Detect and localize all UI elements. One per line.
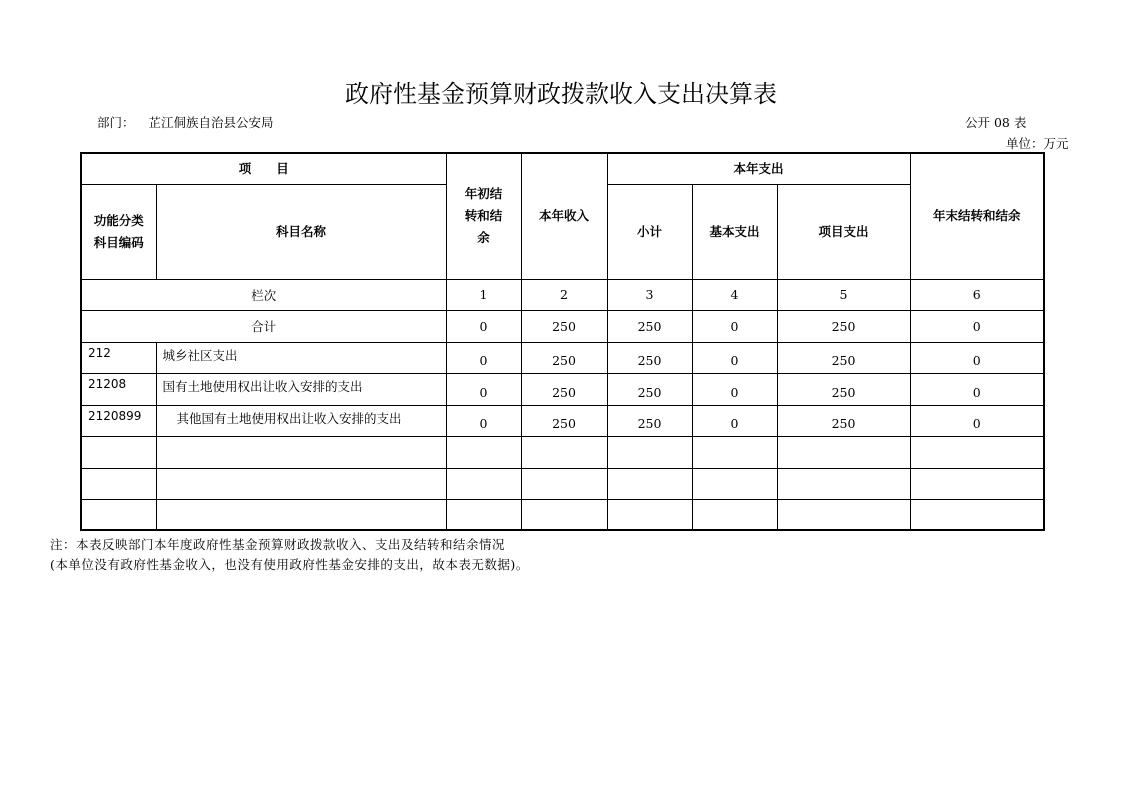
row-code: 2120899 xyxy=(81,405,156,436)
department-label: 部门： xyxy=(97,115,135,130)
table-row xyxy=(81,405,1044,436)
column-index-cell: 4 xyxy=(692,279,777,310)
column-index-cell: 3 xyxy=(607,279,692,310)
empty-cell xyxy=(521,468,607,499)
empty-cell xyxy=(156,468,446,499)
header-current-expense: 本年支出 xyxy=(607,153,910,184)
empty-cell xyxy=(777,468,910,499)
row-cell: 0 xyxy=(692,342,777,373)
row-cell: 0 xyxy=(692,373,777,405)
department-value: 芷江侗族自治县公安局 xyxy=(148,115,274,130)
header-opening-balance-text: 年初结转和结余 xyxy=(464,186,503,246)
row-cell: 0 xyxy=(446,405,521,436)
empty-row xyxy=(81,499,1044,530)
row-cell: 250 xyxy=(777,373,910,405)
header-func-code-text: 功能分类科目编码 xyxy=(93,212,144,250)
row-cell: 0 xyxy=(910,405,1044,436)
row-cell: 0 xyxy=(910,342,1044,373)
row-name: 国有土地使用权出让收入安排的支出 xyxy=(156,373,446,405)
header-opening-balance xyxy=(446,153,521,279)
total-cell: 250 xyxy=(521,310,607,342)
total-row xyxy=(81,310,1044,342)
empty-cell xyxy=(81,468,156,499)
header-subject-name: 科目名称 xyxy=(156,184,446,279)
total-label: 合计 xyxy=(81,310,446,342)
total-cell: 0 xyxy=(692,310,777,342)
column-index-label: 栏次 xyxy=(81,279,446,310)
header-func-code xyxy=(81,184,156,279)
empty-cell xyxy=(81,436,156,468)
unit-label: 单位：万元 xyxy=(1006,136,1069,151)
row-cell: 0 xyxy=(446,373,521,405)
empty-cell xyxy=(692,468,777,499)
empty-cell xyxy=(156,499,446,530)
empty-cell xyxy=(910,436,1044,468)
column-index-cell: 2 xyxy=(521,279,607,310)
header-closing-balance: 年末结转和结余 xyxy=(910,153,1044,279)
empty-cell xyxy=(446,436,521,468)
total-cell: 0 xyxy=(446,310,521,342)
empty-cell xyxy=(81,499,156,530)
row-cell: 250 xyxy=(777,342,910,373)
empty-cell xyxy=(156,436,446,468)
column-index-cell: 6 xyxy=(910,279,1044,310)
row-cell: 0 xyxy=(692,405,777,436)
empty-row xyxy=(81,436,1044,468)
row-cell: 0 xyxy=(910,373,1044,405)
total-cell: 250 xyxy=(607,310,692,342)
header-current-income: 本年收入 xyxy=(521,153,607,279)
empty-cell xyxy=(521,436,607,468)
total-cell: 0 xyxy=(910,310,1044,342)
header-subtotal: 小计 xyxy=(607,184,692,279)
empty-cell xyxy=(692,499,777,530)
empty-cell xyxy=(607,499,692,530)
note-line: 注：本表反映部门本年度政府性基金预算财政拨款收入、支出及结转和结余情况 xyxy=(50,537,506,552)
row-cell: 250 xyxy=(607,405,692,436)
empty-cell xyxy=(777,436,910,468)
column-index-cell: 1 xyxy=(446,279,521,310)
row-cell: 0 xyxy=(446,342,521,373)
page-title: 政府性基金预算财政拨款收入支出决算表 xyxy=(345,80,777,108)
empty-cell xyxy=(777,499,910,530)
department xyxy=(97,113,274,131)
notes xyxy=(50,535,529,575)
empty-cell xyxy=(607,468,692,499)
total-cell: 250 xyxy=(777,310,910,342)
table-row xyxy=(81,342,1044,373)
row-cell: 250 xyxy=(607,373,692,405)
row-cell: 250 xyxy=(607,342,692,373)
empty-cell xyxy=(910,468,1044,499)
table-row xyxy=(81,373,1044,405)
empty-cell xyxy=(910,499,1044,530)
empty-cell xyxy=(446,499,521,530)
empty-cell xyxy=(607,436,692,468)
row-cell: 250 xyxy=(777,405,910,436)
row-cell: 250 xyxy=(521,405,607,436)
row-cell: 250 xyxy=(521,373,607,405)
column-index-row xyxy=(81,279,1044,310)
row-cell: 250 xyxy=(521,342,607,373)
row-name: 城乡社区支出 xyxy=(156,342,446,373)
header-project-expense: 项目支出 xyxy=(777,184,910,279)
row-code: 212 xyxy=(81,342,156,373)
note-line: (本单位没有政府性基金收入，也没有使用政府性基金安排的支出，故本表无数据)。 xyxy=(50,557,529,572)
column-index-cell: 5 xyxy=(777,279,910,310)
row-name: 其他国有土地使用权出让收入安排的支出 xyxy=(156,405,446,436)
header-item: 项 目 xyxy=(81,153,446,184)
header-basic-expense: 基本支出 xyxy=(692,184,777,279)
empty-cell xyxy=(446,468,521,499)
empty-row xyxy=(81,468,1044,499)
empty-cell xyxy=(521,499,607,530)
form-number: 公开 08 表 xyxy=(965,115,1027,130)
budget-table xyxy=(80,152,1045,531)
row-code: 21208 xyxy=(81,373,156,405)
empty-cell xyxy=(692,436,777,468)
